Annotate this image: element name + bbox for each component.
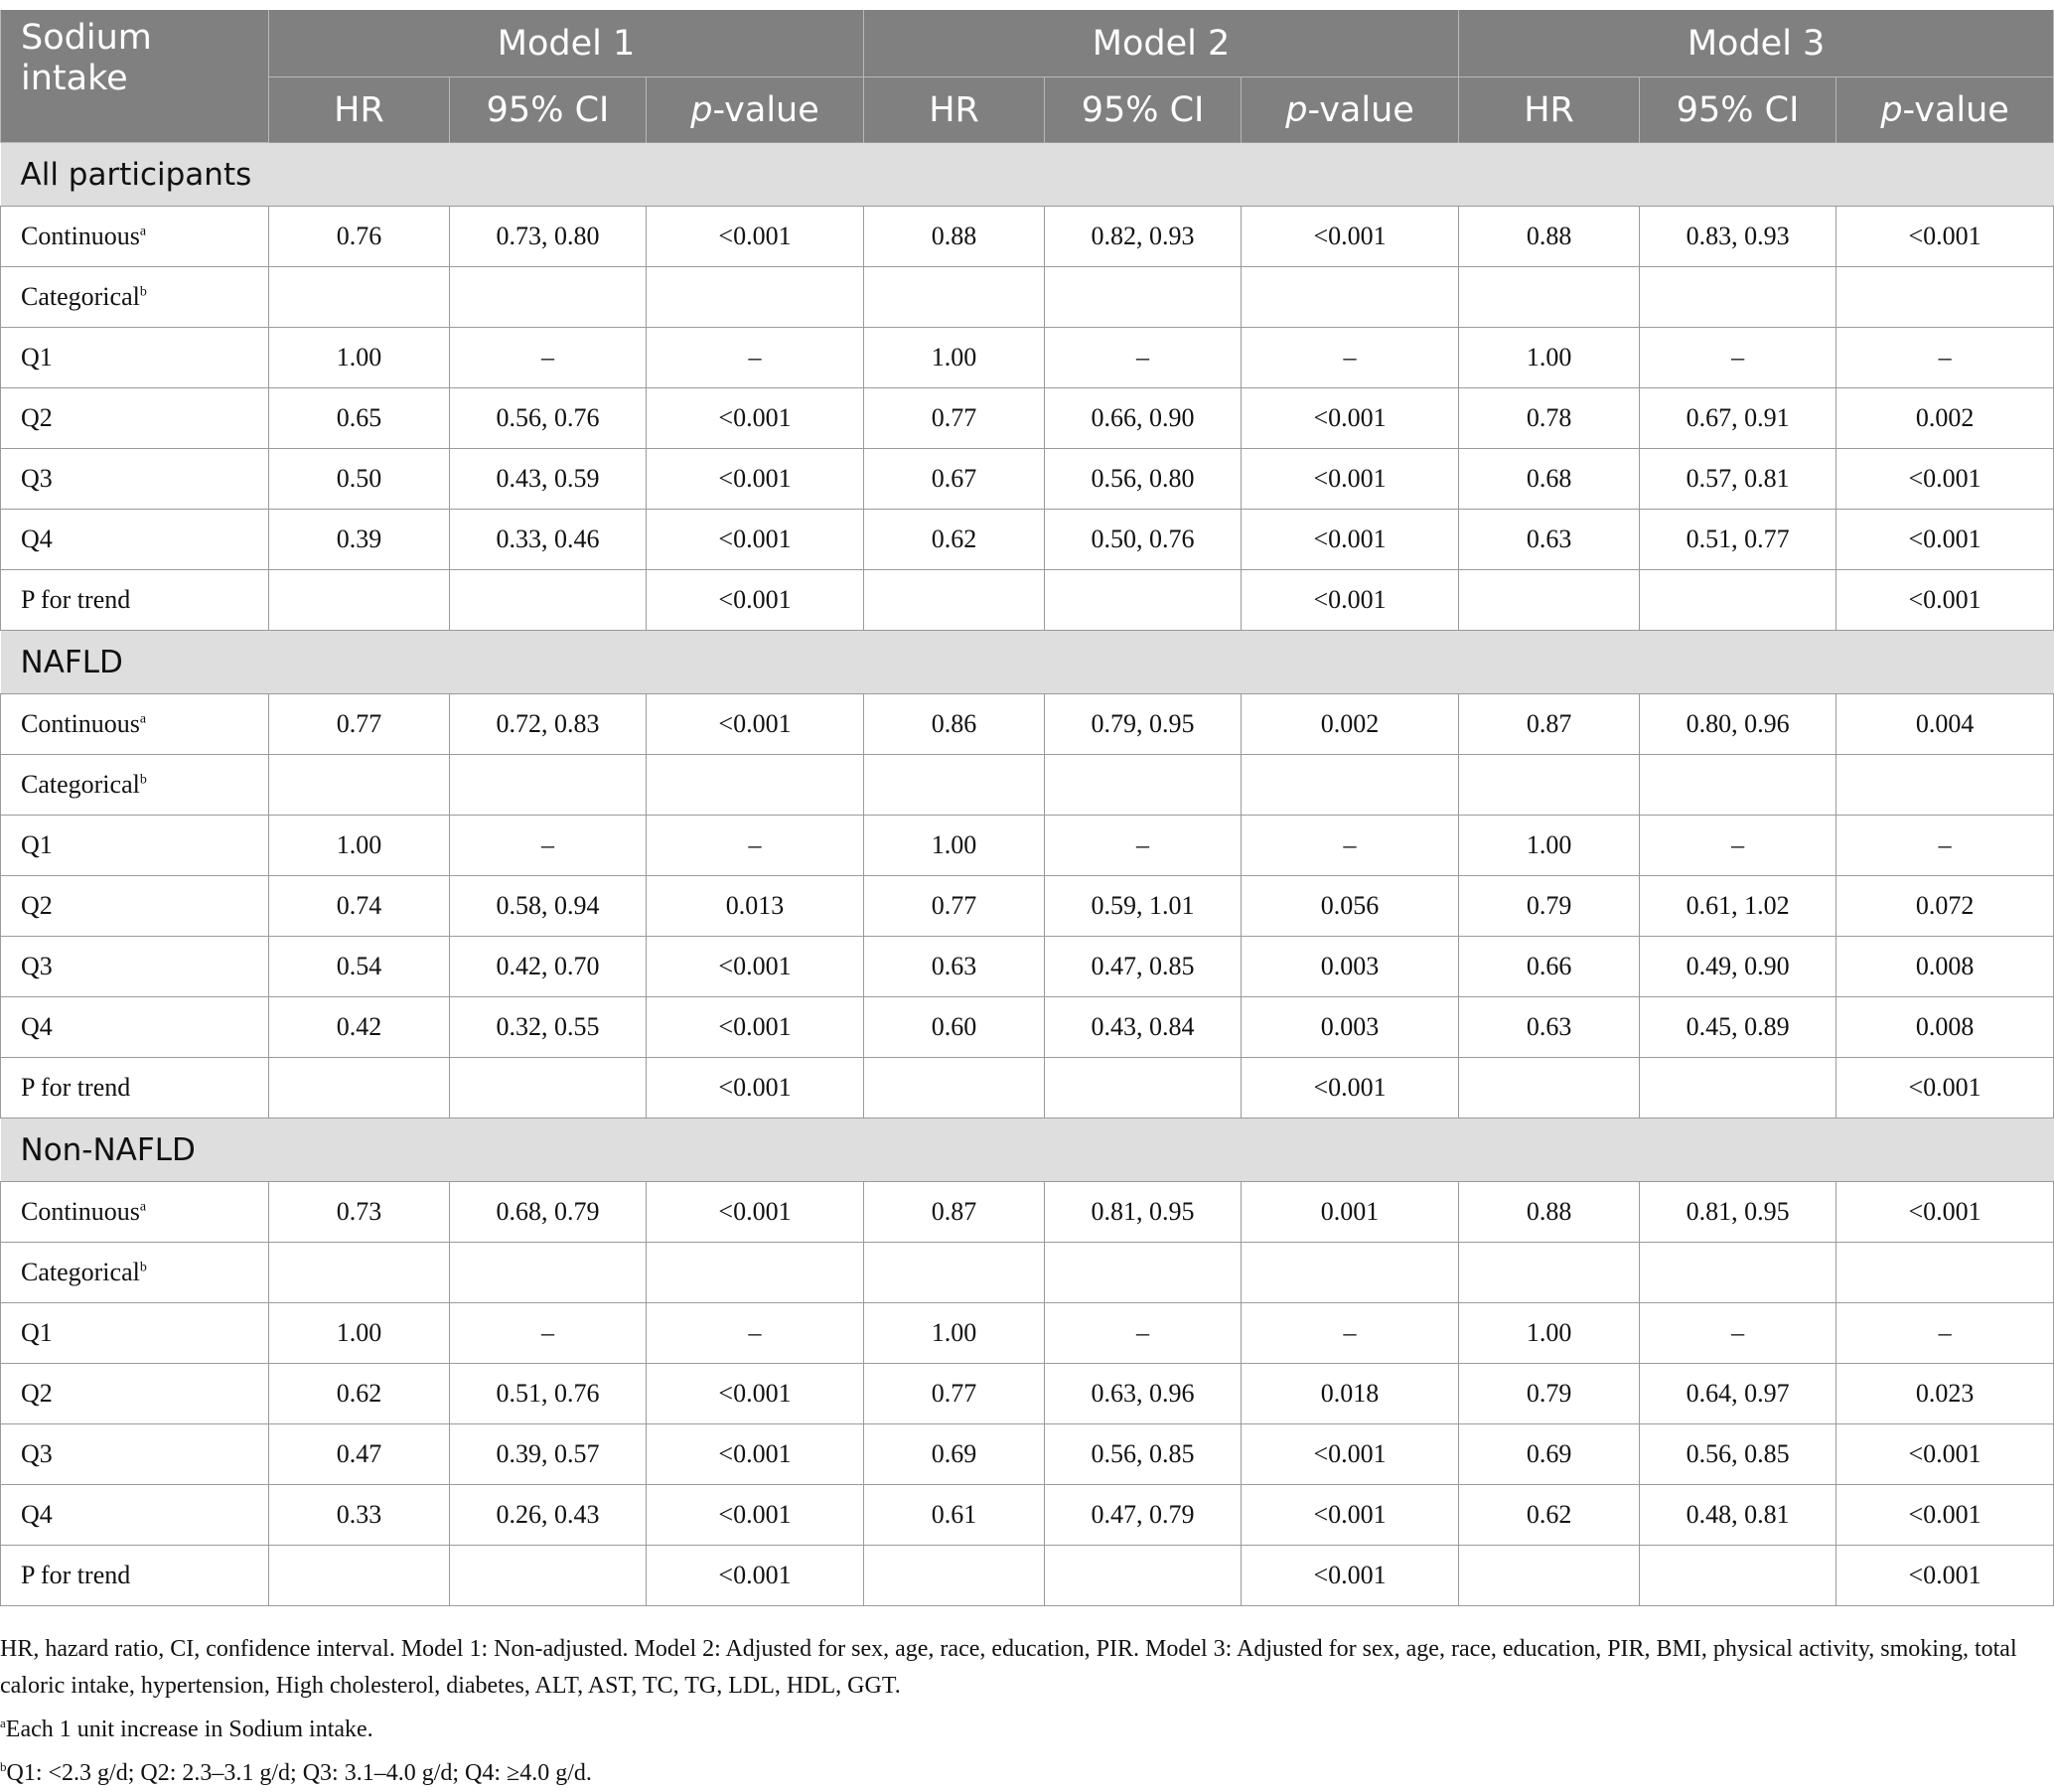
table-cell: <0.001 xyxy=(1242,1546,1459,1606)
row-label: Q4 xyxy=(1,997,269,1058)
row-label: Categorical$^b$ xyxy=(1,267,269,328)
table-cell: 0.56, 0.85 xyxy=(1045,1424,1242,1485)
table-cell: 1.00 xyxy=(269,328,450,388)
section-title: Non-NAFLD xyxy=(1,1119,2054,1182)
table-cell xyxy=(864,1546,1045,1606)
table-cell: 0.50, 0.76 xyxy=(1045,510,1242,570)
table-cell: 0.87 xyxy=(1459,694,1640,755)
table-cell: 0.33 xyxy=(269,1485,450,1546)
row-label: Q2 xyxy=(1,1364,269,1424)
table-cell: – xyxy=(1242,816,1459,876)
table-cell: 0.008 xyxy=(1836,997,2054,1058)
table-cell xyxy=(864,267,1045,328)
table-cell: 0.45, 0.89 xyxy=(1640,997,1836,1058)
row-label: Continuous$^a$ xyxy=(1,1182,269,1243)
table-cell: 0.87 xyxy=(864,1182,1045,1243)
sodium-intake-header: Sodium intake xyxy=(1,10,269,143)
table-cell xyxy=(450,570,647,631)
table-cell: <0.001 xyxy=(1836,1424,2054,1485)
table-cell: – xyxy=(1045,1303,1242,1364)
table-cell: 0.008 xyxy=(1836,937,2054,997)
footnote-b: $^b$Q1: <2.3 g/d; Q2: 2.3–3.1 g/d; Q3: 3.1–4.0 g/d; Q4: ≥4.0 g/d. xyxy=(0,1759,592,1786)
footnote-a: $^a$Each 1 unit increase in Sodium intake. xyxy=(0,1716,373,1742)
table-cell: 0.63 xyxy=(1459,510,1640,570)
table-cell: <0.001 xyxy=(647,1424,864,1485)
table-cell: 0.004 xyxy=(1836,694,2054,755)
row-label: P for trend xyxy=(1,1058,269,1119)
table-cell: <0.001 xyxy=(647,449,864,510)
table-cell xyxy=(269,755,450,816)
table-cell: <0.001 xyxy=(1836,1485,2054,1546)
table-cell: – xyxy=(1242,1303,1459,1364)
table-cell: <0.001 xyxy=(1242,449,1459,510)
table-cell: – xyxy=(1640,816,1836,876)
ci-header: 95% CI xyxy=(1045,77,1242,143)
table-cell: 0.47 xyxy=(269,1424,450,1485)
model-2-header: Model 2 xyxy=(864,10,1459,77)
table-cell: 0.79 xyxy=(1459,876,1640,937)
hr-header: HR xyxy=(864,77,1045,143)
table-cell: <0.001 xyxy=(647,1182,864,1243)
table-cell: 0.33, 0.46 xyxy=(450,510,647,570)
table-cell: <0.001 xyxy=(647,1485,864,1546)
table-cell xyxy=(1045,1058,1242,1119)
table-cell: – xyxy=(1640,1303,1836,1364)
table-body xyxy=(1,143,2054,1606)
table-cell: 0.65 xyxy=(269,388,450,449)
hr-header: HR xyxy=(269,77,450,143)
table-cell: 0.50 xyxy=(269,449,450,510)
table-cell: 0.39, 0.57 xyxy=(450,1424,647,1485)
table-cell: 0.80, 0.96 xyxy=(1640,694,1836,755)
table-cell: 0.67 xyxy=(864,449,1045,510)
table-cell: 0.49, 0.90 xyxy=(1640,937,1836,997)
table-row xyxy=(1,570,2054,631)
row-label: Q4 xyxy=(1,510,269,570)
table-cell: 1.00 xyxy=(269,1303,450,1364)
table-cell: 0.072 xyxy=(1836,876,2054,937)
table-cell xyxy=(1242,1243,1459,1303)
table-cell: 0.72, 0.83 xyxy=(450,694,647,755)
table-cell: 0.66, 0.90 xyxy=(1045,388,1242,449)
table-cell: 0.69 xyxy=(864,1424,1045,1485)
section-header-row xyxy=(1,631,2054,694)
table-cell: 0.002 xyxy=(1242,694,1459,755)
table-cell: 0.81, 0.95 xyxy=(1640,1182,1836,1243)
table-cell: – xyxy=(1045,816,1242,876)
table-cell xyxy=(864,755,1045,816)
table-cell: 1.00 xyxy=(864,816,1045,876)
table-cell xyxy=(1459,267,1640,328)
table-cell: 0.54 xyxy=(269,937,450,997)
row-label: Continuous$^a$ xyxy=(1,694,269,755)
table-cell: – xyxy=(1836,816,2054,876)
table-cell: 0.73, 0.80 xyxy=(450,207,647,267)
row-label: P for trend xyxy=(1,1546,269,1606)
row-label: Categorical$^b$ xyxy=(1,755,269,816)
row-label: Q3 xyxy=(1,1424,269,1485)
table-cell: 0.59, 1.01 xyxy=(1045,876,1242,937)
table-cell: 0.66 xyxy=(1459,937,1640,997)
table-cell: 0.43, 0.84 xyxy=(1045,997,1242,1058)
table-cell xyxy=(269,1243,450,1303)
table-cell xyxy=(269,267,450,328)
table-row xyxy=(1,1058,2054,1119)
table-cell: <0.001 xyxy=(1836,1546,2054,1606)
table-cell: 0.74 xyxy=(269,876,450,937)
table-cell: 0.86 xyxy=(864,694,1045,755)
results-table-container xyxy=(0,10,2054,1606)
table-cell: 0.57, 0.81 xyxy=(1640,449,1836,510)
table-cell xyxy=(1459,1243,1640,1303)
table-cell: 0.73 xyxy=(269,1182,450,1243)
table-row xyxy=(1,694,2054,755)
table-cell xyxy=(1045,570,1242,631)
table-cell: – xyxy=(647,1303,864,1364)
table-cell: <0.001 xyxy=(1242,1485,1459,1546)
table-row xyxy=(1,1424,2054,1485)
table-cell xyxy=(450,1243,647,1303)
table-cell: <0.001 xyxy=(1836,207,2054,267)
table-cell: – xyxy=(647,328,864,388)
table-cell: 0.42 xyxy=(269,997,450,1058)
table-cell xyxy=(269,570,450,631)
table-cell xyxy=(864,1058,1045,1119)
table-cell xyxy=(450,755,647,816)
table-cell xyxy=(1640,1243,1836,1303)
table-row xyxy=(1,449,2054,510)
table-cell: 1.00 xyxy=(1459,328,1640,388)
table-cell: 0.62 xyxy=(864,510,1045,570)
p-value-header: p-value xyxy=(647,77,864,143)
table-cell: <0.001 xyxy=(647,570,864,631)
table-cell: – xyxy=(1640,328,1836,388)
table-cell: 0.48, 0.81 xyxy=(1640,1485,1836,1546)
table-cell xyxy=(1045,1243,1242,1303)
table-cell: 0.77 xyxy=(269,694,450,755)
table-cell xyxy=(864,1243,1045,1303)
row-label: Q1 xyxy=(1,816,269,876)
table-cell: <0.001 xyxy=(1242,1424,1459,1485)
table-cell: <0.001 xyxy=(647,510,864,570)
table-cell: – xyxy=(1836,328,2054,388)
table-cell: 0.79, 0.95 xyxy=(1045,694,1242,755)
table-cell xyxy=(1242,267,1459,328)
table-cell: 0.77 xyxy=(864,1364,1045,1424)
table-cell xyxy=(864,570,1045,631)
table-row xyxy=(1,1243,2054,1303)
table-cell: <0.001 xyxy=(647,1058,864,1119)
table-cell xyxy=(1045,1546,1242,1606)
table-cell: – xyxy=(450,328,647,388)
table-cell xyxy=(1640,1546,1836,1606)
table-cell: <0.001 xyxy=(1836,510,2054,570)
table-row xyxy=(1,1546,2054,1606)
model-3-header: Model 3 xyxy=(1459,10,2054,77)
table-row xyxy=(1,510,2054,570)
table-cell: <0.001 xyxy=(1242,207,1459,267)
table-cell: 1.00 xyxy=(269,816,450,876)
table-cell: 1.00 xyxy=(864,328,1045,388)
table-cell: <0.001 xyxy=(647,207,864,267)
table-cell: <0.001 xyxy=(1836,449,2054,510)
table-cell: <0.001 xyxy=(1242,510,1459,570)
table-cell: 0.001 xyxy=(1242,1182,1459,1243)
table-cell: 0.56, 0.76 xyxy=(450,388,647,449)
table-cell: 0.62 xyxy=(269,1364,450,1424)
table-cell: 0.023 xyxy=(1836,1364,2054,1424)
table-row xyxy=(1,1485,2054,1546)
table-cell: – xyxy=(1045,328,1242,388)
row-label: Q1 xyxy=(1,1303,269,1364)
table-cell: – xyxy=(450,816,647,876)
table-cell: <0.001 xyxy=(1836,570,2054,631)
table-cell: 0.056 xyxy=(1242,876,1459,937)
table-cell xyxy=(1459,1546,1640,1606)
table-header xyxy=(1,10,2054,143)
table-row xyxy=(1,876,2054,937)
ci-header: 95% CI xyxy=(450,77,647,143)
row-label: Q1 xyxy=(1,328,269,388)
table-cell xyxy=(1640,755,1836,816)
table-cell xyxy=(450,1058,647,1119)
table-cell xyxy=(1242,755,1459,816)
table-cell xyxy=(1640,570,1836,631)
table-cell: 0.83, 0.93 xyxy=(1640,207,1836,267)
table-cell: 0.013 xyxy=(647,876,864,937)
table-cell: 0.63, 0.96 xyxy=(1045,1364,1242,1424)
table-cell: 1.00 xyxy=(1459,1303,1640,1364)
table-row xyxy=(1,1303,2054,1364)
table-cell: 0.58, 0.94 xyxy=(450,876,647,937)
table-cell: <0.001 xyxy=(1836,1058,2054,1119)
section-header-row xyxy=(1,143,2054,207)
table-cell: 1.00 xyxy=(864,1303,1045,1364)
table-cell: 0.82, 0.93 xyxy=(1045,207,1242,267)
table-cell xyxy=(1045,267,1242,328)
table-row xyxy=(1,1364,2054,1424)
table-row xyxy=(1,388,2054,449)
table-cell: 0.67, 0.91 xyxy=(1640,388,1836,449)
table-cell: <0.001 xyxy=(647,388,864,449)
table-row xyxy=(1,937,2054,997)
table-cell: 0.56, 0.80 xyxy=(1045,449,1242,510)
table-cell xyxy=(647,1243,864,1303)
row-label: Q2 xyxy=(1,876,269,937)
table-cell xyxy=(1836,267,2054,328)
table-cell: 0.81, 0.95 xyxy=(1045,1182,1242,1243)
table-cell: 0.60 xyxy=(864,997,1045,1058)
table-cell: 0.88 xyxy=(1459,1182,1640,1243)
table-cell xyxy=(1836,755,2054,816)
table-cell xyxy=(1459,1058,1640,1119)
table-cell: 0.51, 0.76 xyxy=(450,1364,647,1424)
table-cell: 0.002 xyxy=(1836,388,2054,449)
table-cell xyxy=(647,755,864,816)
row-label: Q3 xyxy=(1,449,269,510)
table-cell: 0.68 xyxy=(1459,449,1640,510)
table-cell: <0.001 xyxy=(1242,388,1459,449)
table-cell xyxy=(1459,755,1640,816)
table-cell: 1.00 xyxy=(1459,816,1640,876)
row-label: Q4 xyxy=(1,1485,269,1546)
table-cell: 0.88 xyxy=(1459,207,1640,267)
row-label: Q3 xyxy=(1,937,269,997)
table-cell: 0.32, 0.55 xyxy=(450,997,647,1058)
section-title: All participants xyxy=(1,143,2054,207)
table-cell: 0.47, 0.85 xyxy=(1045,937,1242,997)
table-cell: 0.26, 0.43 xyxy=(450,1485,647,1546)
table-cell xyxy=(450,267,647,328)
p-value-header: p-value xyxy=(1242,77,1459,143)
table-cell: 0.61 xyxy=(864,1485,1045,1546)
row-label: Continuous$^a$ xyxy=(1,207,269,267)
table-row xyxy=(1,207,2054,267)
table-cell: <0.001 xyxy=(1242,1058,1459,1119)
table-cell: <0.001 xyxy=(647,997,864,1058)
hazard-ratio-table xyxy=(0,10,2054,1606)
section-header-row xyxy=(1,1119,2054,1182)
table-cell: 0.47, 0.79 xyxy=(1045,1485,1242,1546)
table-cell: 0.78 xyxy=(1459,388,1640,449)
ci-header: 95% CI xyxy=(1640,77,1836,143)
table-row xyxy=(1,755,2054,816)
table-cell: 0.77 xyxy=(864,388,1045,449)
model-1-header: Model 1 xyxy=(269,10,864,77)
table-cell xyxy=(1459,570,1640,631)
row-label: Categorical$^b$ xyxy=(1,1243,269,1303)
table-footnotes xyxy=(0,1631,2026,1792)
table-cell: 0.43, 0.59 xyxy=(450,449,647,510)
table-cell xyxy=(450,1546,647,1606)
table-cell: 0.88 xyxy=(864,207,1045,267)
table-cell: 0.56, 0.85 xyxy=(1640,1424,1836,1485)
table-cell: 0.79 xyxy=(1459,1364,1640,1424)
table-cell: 0.51, 0.77 xyxy=(1640,510,1836,570)
table-cell: 0.003 xyxy=(1242,997,1459,1058)
table-cell: 0.42, 0.70 xyxy=(450,937,647,997)
table-cell xyxy=(1836,1243,2054,1303)
row-label: P for trend xyxy=(1,570,269,631)
p-value-header: p-value xyxy=(1836,77,2054,143)
table-cell: <0.001 xyxy=(1242,570,1459,631)
table-cell xyxy=(647,267,864,328)
table-cell: 0.018 xyxy=(1242,1364,1459,1424)
table-cell xyxy=(1640,1058,1836,1119)
table-cell: 0.63 xyxy=(1459,997,1640,1058)
table-row xyxy=(1,997,2054,1058)
table-cell: 0.61, 1.02 xyxy=(1640,876,1836,937)
table-cell: 0.76 xyxy=(269,207,450,267)
table-cell: – xyxy=(647,816,864,876)
table-cell xyxy=(269,1546,450,1606)
table-cell xyxy=(1640,267,1836,328)
table-row xyxy=(1,328,2054,388)
table-cell: 0.39 xyxy=(269,510,450,570)
table-row xyxy=(1,1182,2054,1243)
table-cell: 0.64, 0.97 xyxy=(1640,1364,1836,1424)
table-cell: – xyxy=(1836,1303,2054,1364)
table-cell xyxy=(269,1058,450,1119)
footnote-abbreviations: HR, hazard ratio, CI, confidence interval. Model 1: Non-adjusted. Model 2: Adjusted for sex, age, race, education, PIR. Model 3: Adjusted for sex, age, race, education, PIR, BMI, physical activity, smoking, total caloric intake, hypertension, High cholesterol, diabetes, ALT, AST, TC, TG, LDL, HDL, GGT. xyxy=(0,1636,2017,1699)
hr-header: HR xyxy=(1459,77,1640,143)
table-row xyxy=(1,267,2054,328)
table-cell: <0.001 xyxy=(647,694,864,755)
row-label: Q2 xyxy=(1,388,269,449)
table-cell: – xyxy=(1242,328,1459,388)
table-cell: 0.003 xyxy=(1242,937,1459,997)
table-cell: <0.001 xyxy=(1836,1182,2054,1243)
table-cell: 0.63 xyxy=(864,937,1045,997)
table-row xyxy=(1,816,2054,876)
table-cell xyxy=(1045,755,1242,816)
table-cell: <0.001 xyxy=(647,1546,864,1606)
table-cell: 0.69 xyxy=(1459,1424,1640,1485)
table-cell: <0.001 xyxy=(647,1364,864,1424)
table-cell: 0.62 xyxy=(1459,1485,1640,1546)
section-title: NAFLD xyxy=(1,631,2054,694)
table-cell: <0.001 xyxy=(647,937,864,997)
table-cell: 0.68, 0.79 xyxy=(450,1182,647,1243)
table-cell: – xyxy=(450,1303,647,1364)
table-cell: 0.77 xyxy=(864,876,1045,937)
